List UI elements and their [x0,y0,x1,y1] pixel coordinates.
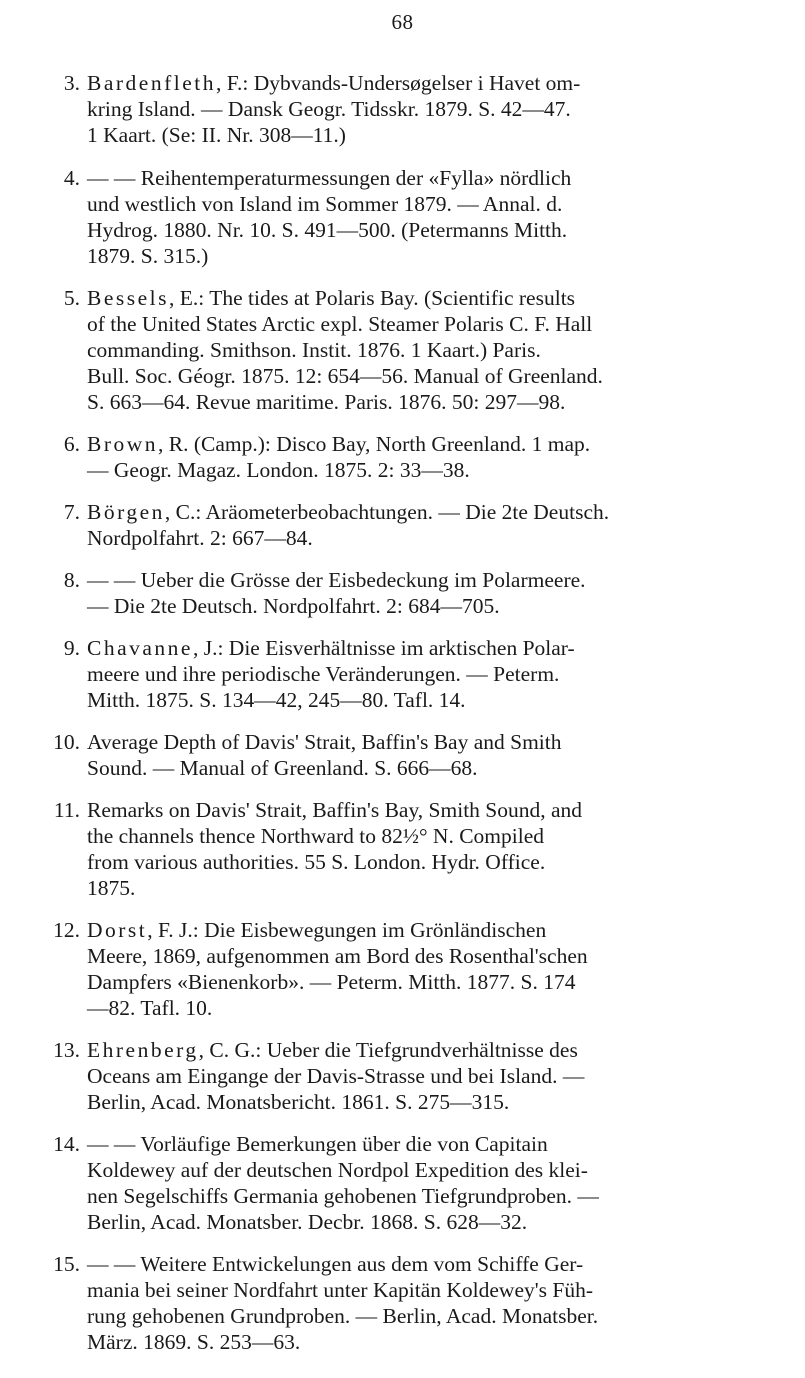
entry-text: — — Ueber die Grösse der Eisbedeckung im Polarmeere. [87,568,586,592]
entry-line [87,593,768,619]
entry-number: 8. [63,568,80,592]
entry-line [87,567,768,593]
entry-number: 6. [63,432,80,456]
entry-line [87,70,768,96]
entry-line [87,755,768,781]
page-number: 68 [391,10,414,34]
entry-line [87,729,768,755]
entry-number: 14. [53,1132,80,1156]
entry-text: — Geogr. Magaz. London. 1875. 2: 33—38. [87,458,470,482]
entry-text: nen Segelschiffs Germania gehobenen Tiefgrundproben. — [87,1184,599,1208]
entry-text: from various authorities. 55 S. London. Hydr. Office. [87,850,546,874]
entry-line [87,363,768,389]
entry-line [87,995,768,1021]
entry-text: Bull. Soc. Géogr. 1875. 12: 654—56. Manual of Greenland. [87,364,603,388]
entry-number: 12. [53,918,80,942]
entry-author: Bardenfleth [87,71,216,95]
entry-line [87,635,768,661]
entry-number: 13. [53,1038,80,1062]
entry-number: 9. [63,636,80,660]
entry-line [87,1157,768,1183]
bibliography-entry [48,797,768,901]
entry-line [87,1183,768,1209]
bibliography-entry [48,635,768,713]
entry-text: S. 663—64. Revue maritime. Paris. 1876. 50: 297—98. [87,390,566,414]
entry-number: 10. [53,730,80,754]
entry-line [87,499,768,525]
entry-text: meere und ihre periodische Veränderungen. — Peterm. [87,662,560,686]
bibliography-entry [48,499,768,551]
entry-line [87,875,768,901]
entry-line [87,943,768,969]
entry-text: — — Reihentemperaturmessungen der «Fylla» nördlich [87,166,572,190]
entry-line [87,431,768,457]
entry-text: — — Vorläufige Bemerkungen über die von Capitain [87,1132,548,1156]
entry-author: Bessels [87,286,169,310]
entry-line [87,1277,768,1303]
entry-text: Average Depth of Davis' Strait, Baffin's Bay and Smith [87,730,562,754]
entry-line [87,687,768,713]
bibliography-entry [48,165,768,269]
entry-text: Oceans am Eingange der Davis-Strasse und bei Island. — [87,1064,585,1088]
entry-text: , C. G.: Ueber die Tiefgrundverhältnisse des [198,1038,578,1062]
entry-text: Meere, 1869, aufgenommen am Bord des Rosenthal'schen [87,944,588,968]
entry-number: 7. [63,500,80,524]
entry-text: Hydrog. 1880. Nr. 10. S. 491—500. (Petermanns Mitth. [87,218,568,242]
bibliography-entry [48,431,768,483]
entry-line [87,389,768,415]
entry-author: Ehrenberg [87,1038,199,1062]
entry-line [87,1251,768,1277]
entry-number: 5. [63,286,80,310]
entry-line [87,661,768,687]
entry-number: 3. [63,71,80,95]
bibliography-list [48,70,768,1355]
entry-line [87,191,768,217]
entry-text: , F.: Dybvands-Undersøgelser i Havet om- [216,71,581,95]
entry-line [87,917,768,943]
entry-author: Dorst [87,918,148,942]
entry-line [87,849,768,875]
entry-text: Dampfers «Bienenkorb». — Peterm. Mitth. 1877. S. 174 [87,970,576,994]
bibliography-entry [48,1131,768,1235]
entry-text: März. 1869. S. 253—63. [87,1330,301,1354]
entry-line [87,165,768,191]
entry-line [87,285,768,311]
entry-text: mania bei seiner Nordfahrt unter Kapitän Koldewey's Füh- [87,1278,593,1302]
entry-text: , E.: The tides at Polaris Bay. (Scientific results [169,286,576,310]
entry-line [87,243,768,269]
entry-text: , C.: Aräometerbeobachtungen. — Die 2te Deutsch. [164,500,610,524]
bibliography-entry [48,285,768,415]
entry-line [87,1329,768,1355]
bibliography-entry [48,567,768,619]
bibliography-entry [48,729,768,781]
entry-text: kring Island. — Dansk Geogr. Tidsskr. 1879. S. 42—47. [87,97,571,121]
entry-number: 4. [63,166,80,190]
entry-line [87,1037,768,1063]
entry-line [87,1089,768,1115]
entry-line [87,1063,768,1089]
entry-text: Berlin, Acad. Monatsber. Decbr. 1868. S. 628—32. [87,1210,528,1234]
entry-line [87,797,768,823]
entry-text: , J.: Die Eisverhältnisse im arktischen Polar- [192,636,575,660]
entry-text: of the United States Arctic expl. Steamer Polaris C. F. Hall [87,312,593,336]
entry-text: 1879. S. 315.) [87,244,209,268]
entry-line [87,311,768,337]
entry-number: 15. [53,1252,80,1276]
bibliography-entry [48,917,768,1021]
entry-text: Mitth. 1875. S. 134—42, 245—80. Tafl. 14. [87,688,466,712]
entry-text: — Die 2te Deutsch. Nordpolfahrt. 2: 684—705. [87,594,500,618]
entry-line [87,823,768,849]
entry-text: , F. J.: Die Eisbewegungen im Grönländischen [147,918,547,942]
entry-text: 1875. [87,876,136,900]
entry-text: Sound. — Manual of Greenland. S. 666—68. [87,756,478,780]
bibliography-entry [48,70,768,148]
bibliography-entry [48,1037,768,1115]
entry-text: rung gehobenen Grundproben. — Berlin, Acad. Monatsber. [87,1304,599,1328]
entry-line [87,525,768,551]
entry-text: Remarks on Davis' Strait, Baffin's Bay, Smith Sound, and [87,798,583,822]
entry-text: und westlich von Island im Sommer 1879. — Annal. d. [87,192,563,216]
entry-text: commanding. Smithson. Instit. 1876. 1 Kaart.) Paris. [87,338,541,362]
entry-text: — — Weitere Entwickelungen aus dem vom Schiffe Ger- [87,1252,584,1276]
entry-line [87,1131,768,1157]
entry-line [87,96,768,122]
entry-text: 1 Kaart. (Se: II. Nr. 308—11.) [87,123,346,147]
entry-line [87,122,768,148]
bibliography-entry [48,1251,768,1355]
entry-text: Nordpolfahrt. 2: 667—84. [87,526,313,550]
entry-line [87,969,768,995]
entry-text: Berlin, Acad. Monatsbericht. 1861. S. 275—315. [87,1090,510,1114]
entry-text: —82. Tafl. 10. [87,996,213,1020]
entry-text: the channels thence Northward to 82½° N. Compiled [87,824,545,848]
entry-number: 11. [53,798,80,822]
entry-author: Chavanne [87,636,193,660]
entry-line [87,457,768,483]
entry-text: Koldewey auf der deutschen Nordpol Expedition des klei- [87,1158,588,1182]
entry-line [87,217,768,243]
entry-line [87,1303,768,1329]
entry-author: Brown [87,432,159,456]
entry-line [87,337,768,363]
entry-line [87,1209,768,1235]
entry-author: Börgen [87,500,165,524]
entry-text: , R. (Camp.): Disco Bay, North Greenland. 1 map. [158,432,591,456]
